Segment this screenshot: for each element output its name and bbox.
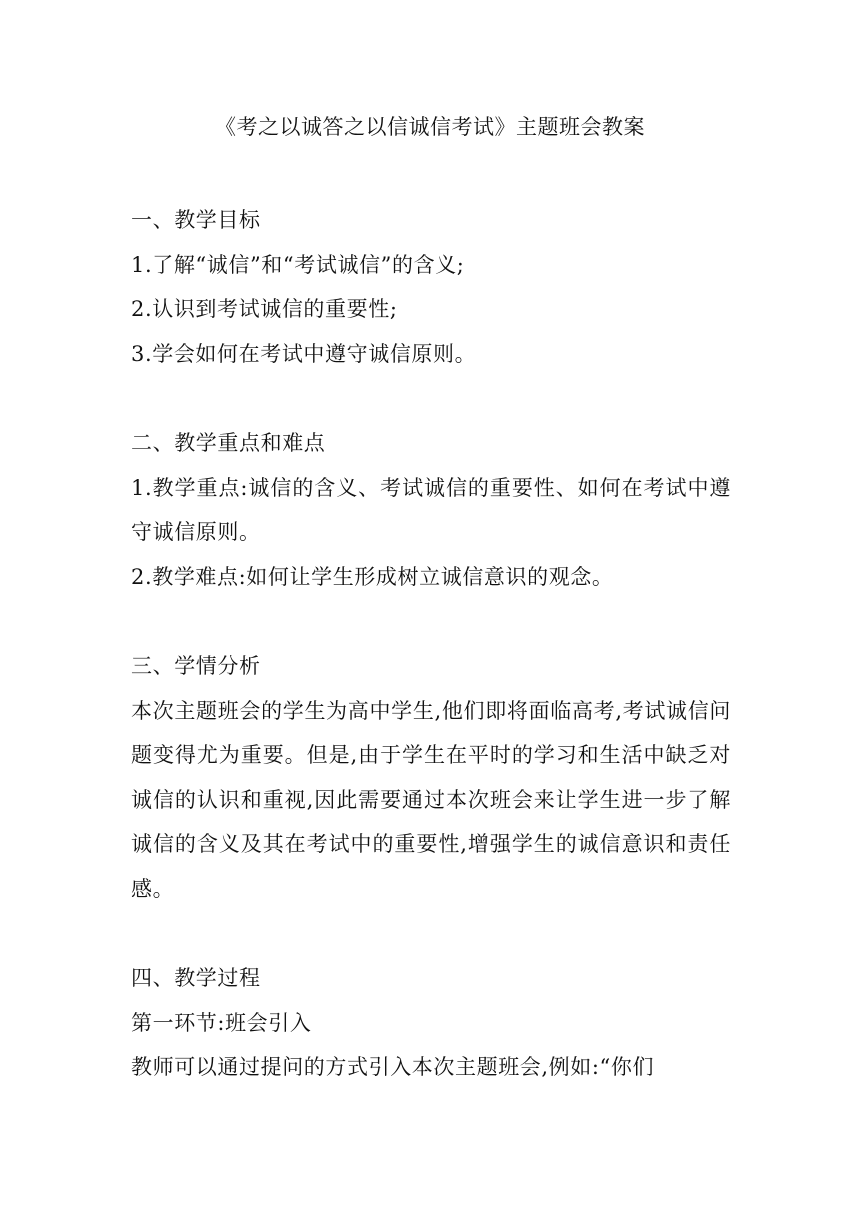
paragraph: 教师可以通过提问的方式引入本次主题班会,例如:“你们 <box>131 1055 655 1079</box>
paragraph: 本次主题班会的学生为高中学生,他们即将面临高考,考试诚信问题变得尤为重要。但是,由于学生在平时的学习和生活中缺乏对诚信的认识和重视,因此需要通过本次班会来让学生进一步了解诚信的含义及其在考试中的重要性,增强学生的诚信意识和责任感。 <box>131 698 731 901</box>
list-item: 2.认识到考试诚信的重要性; <box>131 297 398 321</box>
list-item: 1.了解“诚信”和“考试诚信”的含义; <box>131 252 465 277</box>
subheading: 第一环节:班会引入 <box>131 1010 312 1035</box>
section-heading: 一、教学目标 <box>131 208 261 232</box>
list-item: 1.教学重点:诚信的含义、考试诚信的重要性、如何在考试中遵守诚信原则。 <box>131 475 731 544</box>
list-item: 2.教学难点:如何让学生形成树立诚信意识的观念。 <box>131 564 614 589</box>
section-teaching-process <box>131 956 731 1090</box>
section-key-difficult-points <box>131 421 731 599</box>
section-heading: 二、教学重点和难点 <box>131 431 326 455</box>
section-heading: 三、学情分析 <box>131 654 261 678</box>
section-teaching-objectives <box>131 198 731 376</box>
section-heading: 四、教学过程 <box>131 966 261 990</box>
section-student-analysis <box>131 644 731 911</box>
document-body <box>131 198 731 1090</box>
document-title: 《考之以诚答之以信诚信考试》主题班会教案 <box>215 115 645 139</box>
list-item: 3.学会如何在考试中遵守诚信原则。 <box>131 341 477 366</box>
